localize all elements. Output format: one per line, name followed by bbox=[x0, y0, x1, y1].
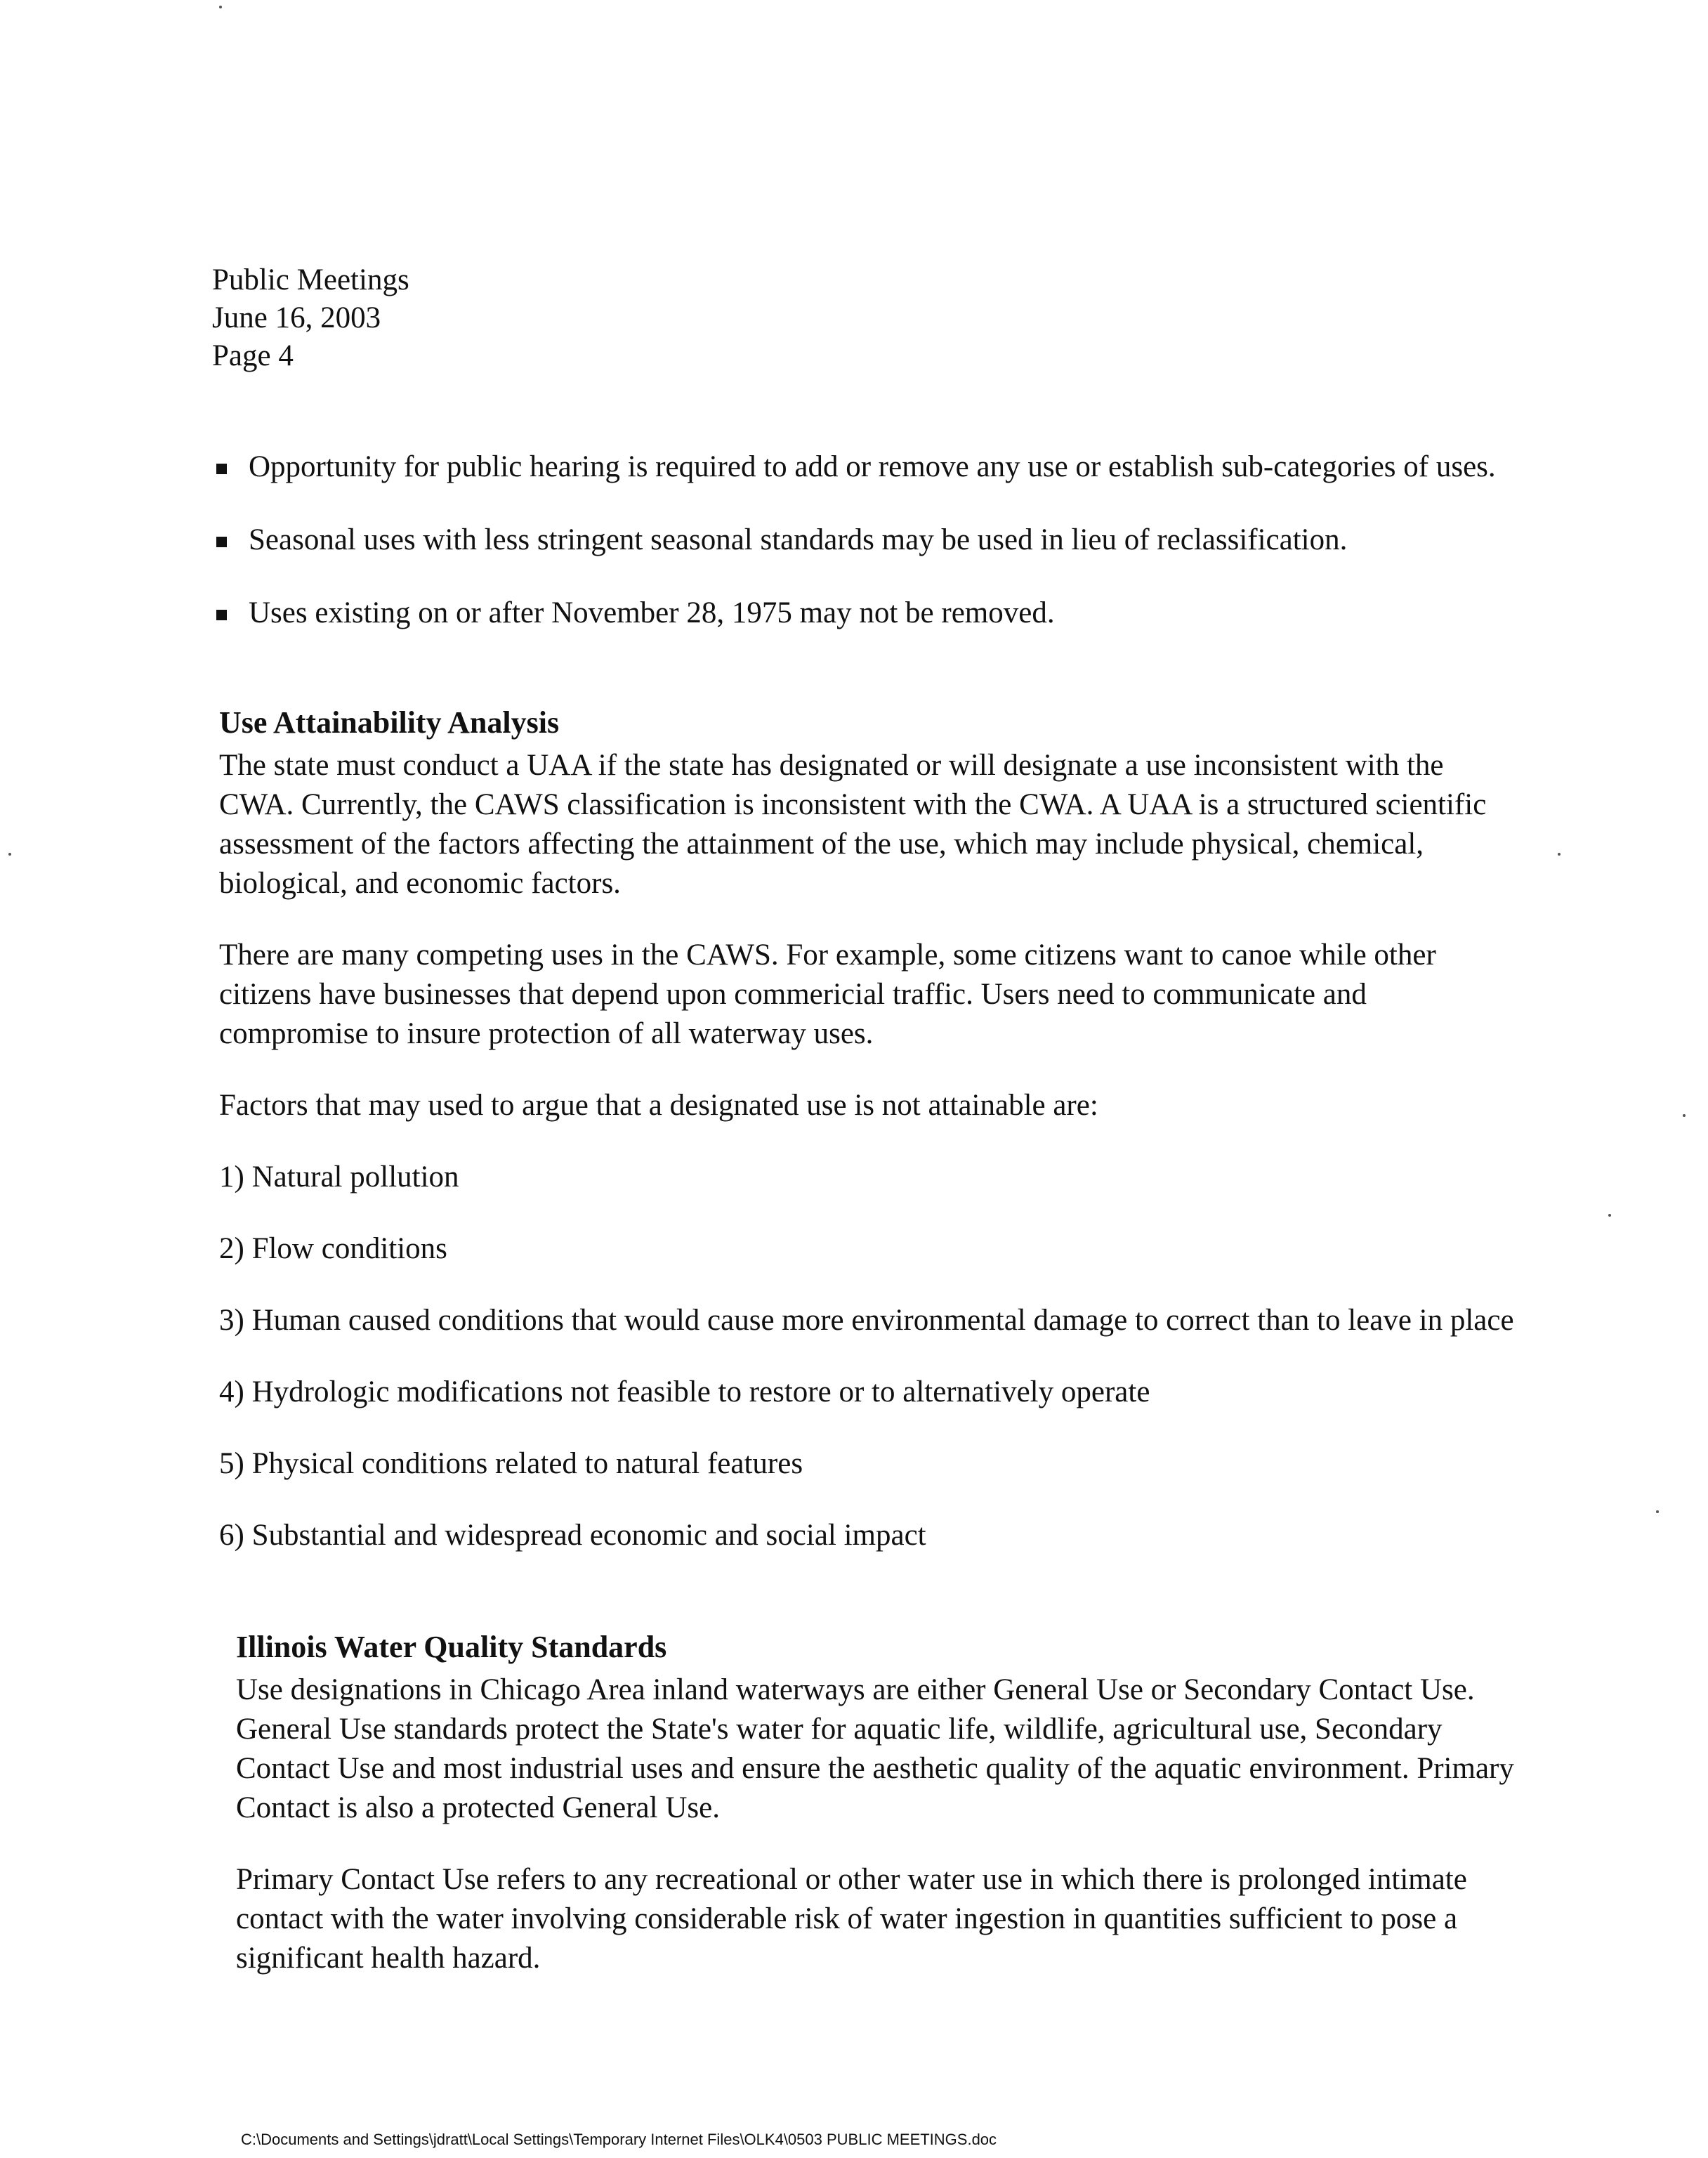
bullet-text: Seasonal uses with less stringent seasonal standards may be used in lieu of reclassification. bbox=[249, 523, 1348, 556]
bullet-text: Opportunity for public hearing is required to add or remove any use or establish sub-categories of uses. bbox=[249, 450, 1496, 483]
bullet-item bbox=[212, 448, 1518, 486]
scan-speck bbox=[1608, 1214, 1611, 1217]
bullet-text: Uses existing on or after November 28, 1975 may not be removed. bbox=[249, 596, 1055, 629]
scan-speck bbox=[1558, 853, 1561, 856]
scan-speck bbox=[219, 6, 222, 8]
uaa-section bbox=[219, 704, 1518, 1588]
uaa-paragraph-2: There are many competing uses in the CAWS. For example, some citizens want to canoe while other citizens have businesses that depend upon commericial traffic. Users need to communicate and compromise to insure protection of all waterway uses. bbox=[219, 939, 1436, 1050]
scan-speck bbox=[1683, 1114, 1686, 1117]
header-title: Public Meetings bbox=[212, 263, 409, 296]
scan-speck bbox=[1656, 1510, 1659, 1513]
iwqs-heading: Illinois Water Quality Standards bbox=[236, 1630, 667, 1664]
page-header bbox=[212, 261, 409, 375]
bullet-square-icon bbox=[216, 537, 227, 547]
bullet-item bbox=[212, 521, 1518, 559]
bullet-item bbox=[212, 594, 1518, 632]
uaa-paragraph-1: The state must conduct a UAA if the state has designated or will designate a use inconsistent with the CWA. Currently, the CAWS classification is inconsistent with the CWA. A UAA is a structured scientific assessment of the factors affecting the attainment of the use, which may include physical, chemical, biological, and economic factors. bbox=[219, 749, 1487, 900]
factors-intro: Factors that may used to argue that a designated use is not attainable are: bbox=[219, 1089, 1098, 1122]
header-date: June 16, 2003 bbox=[212, 301, 381, 334]
factor-item: 2) Flow conditions bbox=[219, 1232, 447, 1265]
footer-file-path: C:\Documents and Settings\jdratt\Local Settings\Temporary Internet Files\OLK4\0503 PUBLIC MEETINGS.doc bbox=[241, 2131, 997, 2148]
iwqs-section bbox=[236, 1628, 1521, 2010]
iwqs-paragraph-2: Primary Contact Use refers to any recreational or other water use in which there is prolonged intimate contact with the water involving considerable risk of water ingestion in quantities sufficient to pose a significant health hazard. bbox=[236, 1863, 1467, 1975]
factor-item: 6) Substantial and widespread economic and social impact bbox=[219, 1519, 926, 1552]
header-page-number: Page 4 bbox=[212, 339, 294, 372]
bullet-square-icon bbox=[216, 610, 227, 620]
factor-item: 1) Natural pollution bbox=[219, 1160, 459, 1194]
bullet-list bbox=[212, 448, 1518, 667]
factor-item: 4) Hydrologic modifications not feasible to restore or to alternatively operate bbox=[219, 1375, 1150, 1408]
factor-item: 5) Physical conditions related to natural features bbox=[219, 1447, 803, 1480]
uaa-heading: Use Attainability Analysis bbox=[219, 705, 560, 740]
bullet-square-icon bbox=[216, 464, 227, 474]
scan-speck bbox=[8, 853, 11, 856]
factor-item: 3) Human caused conditions that would cause more environmental damage to correct than to leave in place bbox=[219, 1304, 1514, 1337]
iwqs-paragraph-1: Use designations in Chicago Area inland waterways are either General Use or Secondary Contact Use. General Use standards protect the State's water for aquatic life, wildlife, agricultural use, Secondary Contact Use and most industrial uses and ensure the aesthetic quality of the aquatic environment. Primary Contact is also a protected General Use. bbox=[236, 1673, 1514, 1824]
